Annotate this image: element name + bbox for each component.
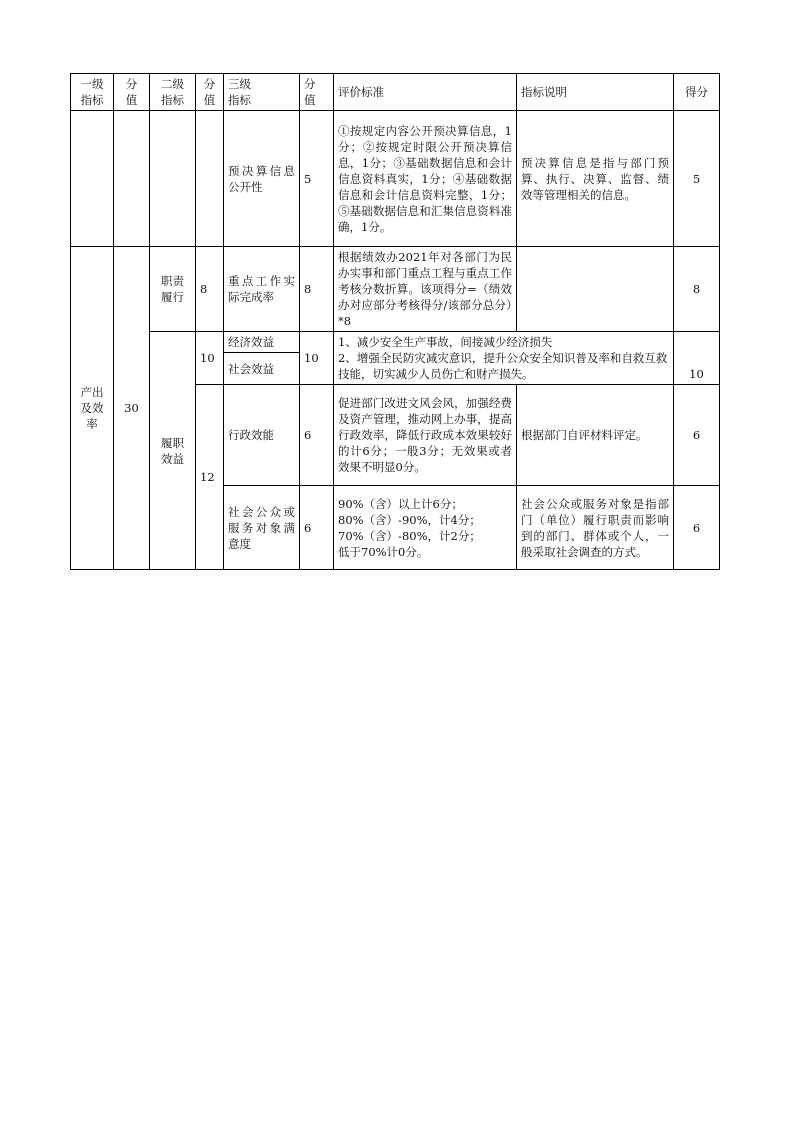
empty-cell [71, 111, 114, 247]
criteria-cell [334, 247, 517, 332]
level2-cell [150, 332, 196, 570]
level3-text: 经济效益 [228, 335, 274, 349]
empty-cell [150, 111, 196, 247]
criteria-cell [334, 332, 674, 385]
level3-text: 社会公众或服务对象满意度 [228, 504, 295, 551]
criteria-line: 2、增强全民防灾减灾意识，提升公众安全知识普及率和自救互救技能，切实减少人员伤亡和财产损失。 [338, 351, 668, 381]
level3-cell [224, 332, 300, 353]
score3-cell [300, 247, 334, 332]
explanation-cell [517, 486, 674, 570]
score3-cell [300, 111, 334, 247]
header-level3-text: 三级 指标 [228, 77, 251, 107]
earned-text: 8 [692, 282, 701, 296]
earned-text: 6 [692, 520, 701, 535]
criteria-cell [334, 385, 517, 486]
score3-text: 10 [304, 351, 319, 365]
explanation-text: 预决算信息是指与部门预算、执行、决算、监督、绩效等管理相关的信息。 [521, 155, 669, 202]
header-earned [674, 74, 720, 111]
level1-cell [71, 247, 114, 570]
level3-text: 预决算信息公开性 [228, 163, 295, 194]
header-score3-text: 分 值 [304, 77, 316, 107]
earned-text: 10 [689, 367, 704, 381]
level3-text: 行政效能 [228, 428, 274, 442]
level3-text: 重点工作实际完成率 [228, 274, 295, 304]
score3-cell [300, 486, 334, 570]
earned-cell [674, 111, 720, 247]
earned-text: 6 [692, 428, 701, 442]
header-criteria-text: 评价标准 [338, 85, 384, 99]
criteria-line: 90%（含）以上计6分； [338, 496, 463, 511]
table-row [71, 247, 720, 332]
empty-cell [114, 111, 150, 247]
header-score1 [114, 74, 150, 111]
header-row [71, 74, 720, 111]
criteria-line: 1、减少安全生产事故，间接减少经济损失 [338, 335, 553, 349]
earned-cell [674, 332, 720, 385]
level3-cell [224, 486, 300, 570]
criteria-text: 根据绩效办2021年对各部门为民办实事和部门重点工程与重点工作考核分数折算。该项得分=（绩效办对应部分考核得分/该部分总分）*8 [338, 250, 512, 328]
score3-cell [300, 385, 334, 486]
score3-text: 6 [304, 520, 312, 535]
criteria-line: 70%（含）-80%，计2分； [338, 528, 481, 543]
header-score2 [196, 74, 224, 111]
level3-cell [224, 111, 300, 247]
empty-cell [196, 111, 224, 247]
score2-text: 10 [200, 351, 215, 365]
header-level1 [71, 74, 114, 111]
level3-cell [224, 385, 300, 486]
explanation-cell [517, 111, 674, 247]
score3-text: 5 [304, 171, 312, 186]
header-score2-text: 分 值 [203, 77, 216, 107]
header-level3 [224, 74, 300, 111]
score2-text: 12 [200, 470, 215, 484]
criteria-text: ①按规定内容公开预决算信息，1分；②按规定时限公开预决算信息，1分；③基础数据信息和会计信息资料真实，1分；④基础数据信息和会计信息资料完整，1分；⑤基础数据信息和汇集信息资料准确，1分。 [338, 123, 512, 234]
explanation-text: 社会公众或服务对象是指部门（单位）履行职责而影响到的部门、群体或个人，一般采取社会调查的方式。 [521, 496, 669, 559]
header-earned-text: 得分 [685, 85, 708, 99]
criteria-cell [334, 111, 517, 247]
level2-cell [150, 247, 196, 332]
header-level1-text: 一级 指标 [80, 77, 104, 107]
evaluation-table [70, 73, 720, 570]
earned-cell [674, 385, 720, 486]
score2-cell [196, 332, 224, 385]
header-explanation-text: 指标说明 [521, 85, 567, 99]
explanation-cell [517, 385, 674, 486]
criteria-cell [334, 486, 517, 570]
criteria-line: 低于70%计0分。 [338, 544, 429, 559]
level3-cell [224, 247, 300, 332]
criteria-line: 80%（含）-90%，计4分； [338, 512, 481, 527]
score3-text: 6 [304, 428, 312, 442]
earned-cell [674, 247, 720, 332]
level2-text: 职责 履行 [161, 274, 184, 304]
explanation-cell [517, 247, 674, 332]
header-score1-text: 分 值 [125, 77, 138, 107]
score3-cell [300, 332, 334, 385]
level3-cell [224, 353, 300, 385]
score1-text: 30 [124, 401, 139, 415]
level3-text: 社会效益 [228, 361, 274, 376]
criteria-text: 促进部门改进文风会风，加强经费及资产管理，推动网上办事，提高行政效率，降低行政成本效果较好的计6分；一般3分；无效果或者效果不明显0分。 [338, 396, 512, 474]
score2-cell [196, 247, 224, 332]
table-row [71, 111, 720, 247]
earned-text: 5 [692, 171, 701, 186]
header-score3 [300, 74, 334, 111]
table-row [71, 332, 720, 353]
score3-text: 8 [304, 282, 312, 296]
header-explanation [517, 74, 674, 111]
header-level2 [150, 74, 196, 111]
score2-cell [196, 385, 224, 570]
level2-text: 履职 效益 [161, 435, 184, 466]
score2-text: 8 [200, 282, 208, 296]
earned-cell [674, 486, 720, 570]
header-level2-text: 二级 指标 [161, 77, 184, 107]
header-criteria [334, 74, 517, 111]
level1-text: 产出 及效 率 [80, 385, 104, 431]
score1-cell [114, 247, 150, 570]
explanation-text: 根据部门自评材料评定。 [521, 428, 648, 442]
